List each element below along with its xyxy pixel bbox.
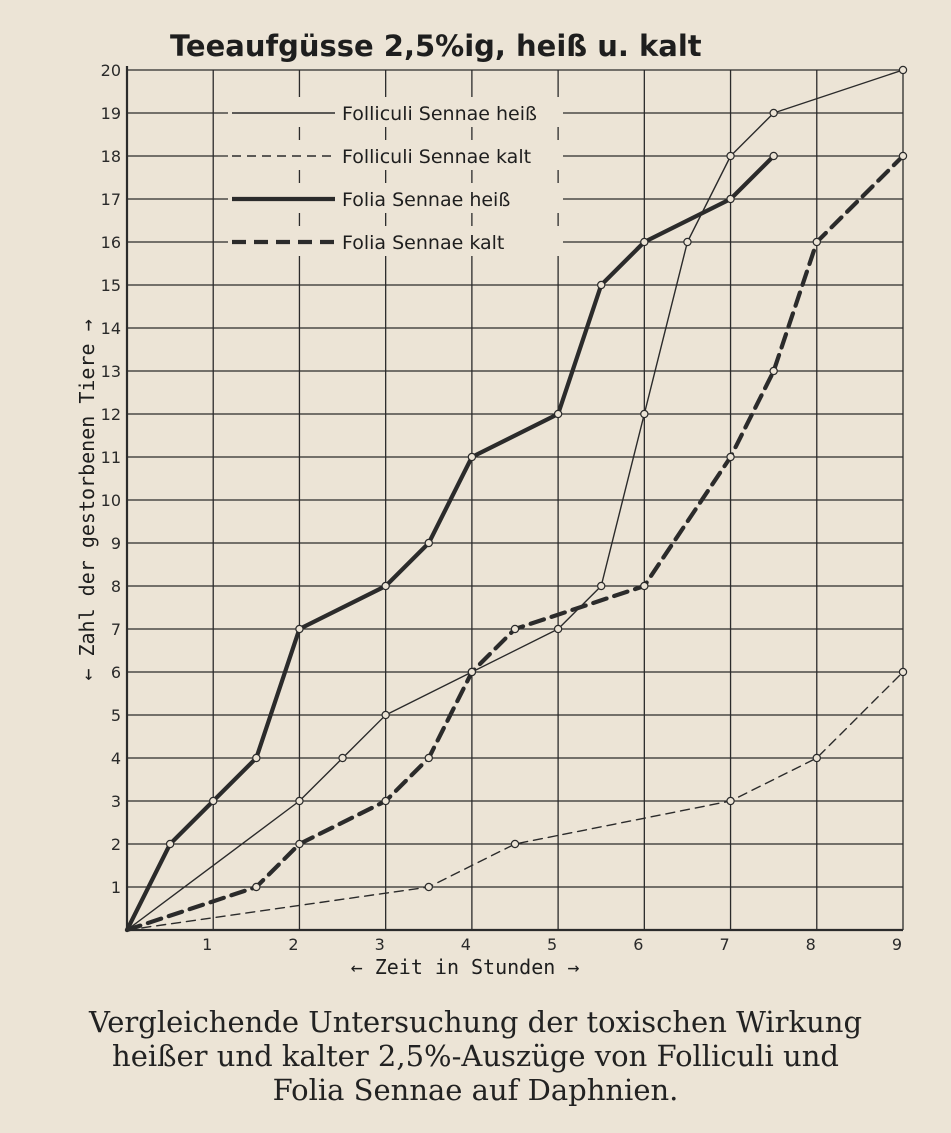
y-tick-label: 3 [110, 792, 121, 811]
y-tick-label: 6 [110, 663, 121, 682]
data-point-folia-sennae-heiss [468, 453, 475, 460]
data-point-folliculi-sennae-heiss [770, 109, 777, 116]
legend-label: Folliculi Sennae kalt [342, 146, 532, 168]
y-tick-label: 11 [100, 448, 121, 467]
data-point-folliculi-sennae-heiss [382, 711, 389, 718]
data-point-folliculi-sennae-heiss [555, 625, 562, 632]
y-tick-label: 1 [110, 878, 121, 897]
y-axis-label: ← Zahl der gestorbenen Tiere → [75, 319, 99, 681]
data-point-folliculi-sennae-kalt [425, 883, 432, 890]
data-point-folia-sennae-kalt [382, 797, 389, 804]
data-point-folliculi-sennae-heiss [727, 152, 734, 159]
data-point-folia-sennae-heiss [727, 195, 734, 202]
data-point-folia-sennae-heiss [425, 539, 432, 546]
data-point-folia-sennae-heiss [167, 840, 174, 847]
data-point-folliculi-sennae-heiss [684, 238, 691, 245]
y-tick-label: 16 [100, 233, 121, 252]
y-tick-label: 7 [110, 620, 121, 639]
legend-label: Folliculi Sennae heiß [342, 103, 537, 125]
data-point-folia-sennae-heiss [770, 152, 777, 159]
y-tick-label: 18 [100, 147, 121, 166]
y-tick-label: 15 [100, 276, 121, 295]
data-point-folliculi-sennae-kalt [813, 754, 820, 761]
y-tick-label: 8 [110, 577, 121, 596]
legend [228, 97, 563, 256]
y-tick-label: 20 [100, 61, 121, 80]
data-point-folia-sennae-kalt [770, 367, 777, 374]
data-point-folia-sennae-kalt [425, 754, 432, 761]
figure-caption [0, 1005, 951, 1107]
data-point-folia-sennae-heiss [641, 238, 648, 245]
data-point-folia-sennae-kalt [899, 152, 906, 159]
y-tick-label: 4 [110, 749, 121, 768]
caption-line-3: Folia Sennae auf Daphnien. [272, 1073, 679, 1107]
x-tick-label: 9 [891, 935, 903, 954]
data-point-folia-sennae-kalt [468, 668, 475, 675]
data-point-folliculi-sennae-heiss [598, 582, 605, 589]
data-point-folliculi-sennae-heiss [296, 797, 303, 804]
data-point-folia-sennae-kalt [641, 582, 648, 589]
data-point-folia-sennae-kalt [727, 453, 734, 460]
data-point-folia-sennae-kalt [253, 883, 260, 890]
data-point-folia-sennae-heiss [555, 410, 562, 417]
x-tick-label: 1 [202, 935, 213, 954]
y-tick-label: 12 [100, 405, 121, 424]
x-tick-label: 4 [460, 935, 471, 954]
data-point-folliculi-sennae-kalt [511, 840, 518, 847]
data-point-folia-sennae-heiss [598, 281, 605, 288]
caption-line-1: Vergleichende Untersuchung der toxischen Wirkung [88, 1005, 863, 1039]
y-tick-label: 14 [100, 319, 121, 338]
data-point-folliculi-sennae-kalt [727, 797, 734, 804]
chart-title: Teeaufgüsse 2,5%ig, heiß u. kalt [170, 29, 702, 63]
legend-label: Folia Sennae heiß [342, 189, 511, 211]
x-tick-label: 6 [633, 935, 644, 954]
y-tick-label: 2 [110, 835, 121, 854]
data-point-folia-sennae-heiss [296, 625, 303, 632]
data-point-folliculi-sennae-heiss [899, 66, 906, 73]
data-point-folia-sennae-kalt [813, 238, 820, 245]
legend-label: Folia Sennae kalt [342, 232, 505, 254]
data-point-folia-sennae-kalt [511, 625, 518, 632]
data-point-folia-sennae-heiss [210, 797, 217, 804]
data-point-folliculi-sennae-kalt [899, 668, 906, 675]
x-tick-label: 7 [719, 935, 730, 954]
data-point-folia-sennae-heiss [382, 582, 389, 589]
x-tick-label: 3 [374, 935, 385, 954]
x-tick-label: 5 [547, 935, 558, 954]
x-tick-label: 8 [805, 935, 816, 954]
y-tick-label: 19 [100, 104, 121, 123]
y-tick-label: 17 [100, 190, 121, 209]
y-tick-label: 13 [100, 362, 121, 381]
y-tick-label: 5 [110, 706, 121, 725]
data-point-folia-sennae-kalt [296, 840, 303, 847]
caption-line-2: heißer und kalter 2,5%-Auszüge von Folliculi und [112, 1039, 839, 1073]
data-point-folia-sennae-heiss [253, 754, 260, 761]
x-tick-label: 2 [288, 935, 299, 954]
y-tick-label: 9 [110, 534, 121, 553]
x-axis-label: ← Zeit in Stunden → [350, 955, 580, 979]
data-point-folliculi-sennae-heiss [339, 754, 346, 761]
data-point-folliculi-sennae-heiss [641, 410, 648, 417]
y-tick-label: 10 [100, 491, 121, 510]
